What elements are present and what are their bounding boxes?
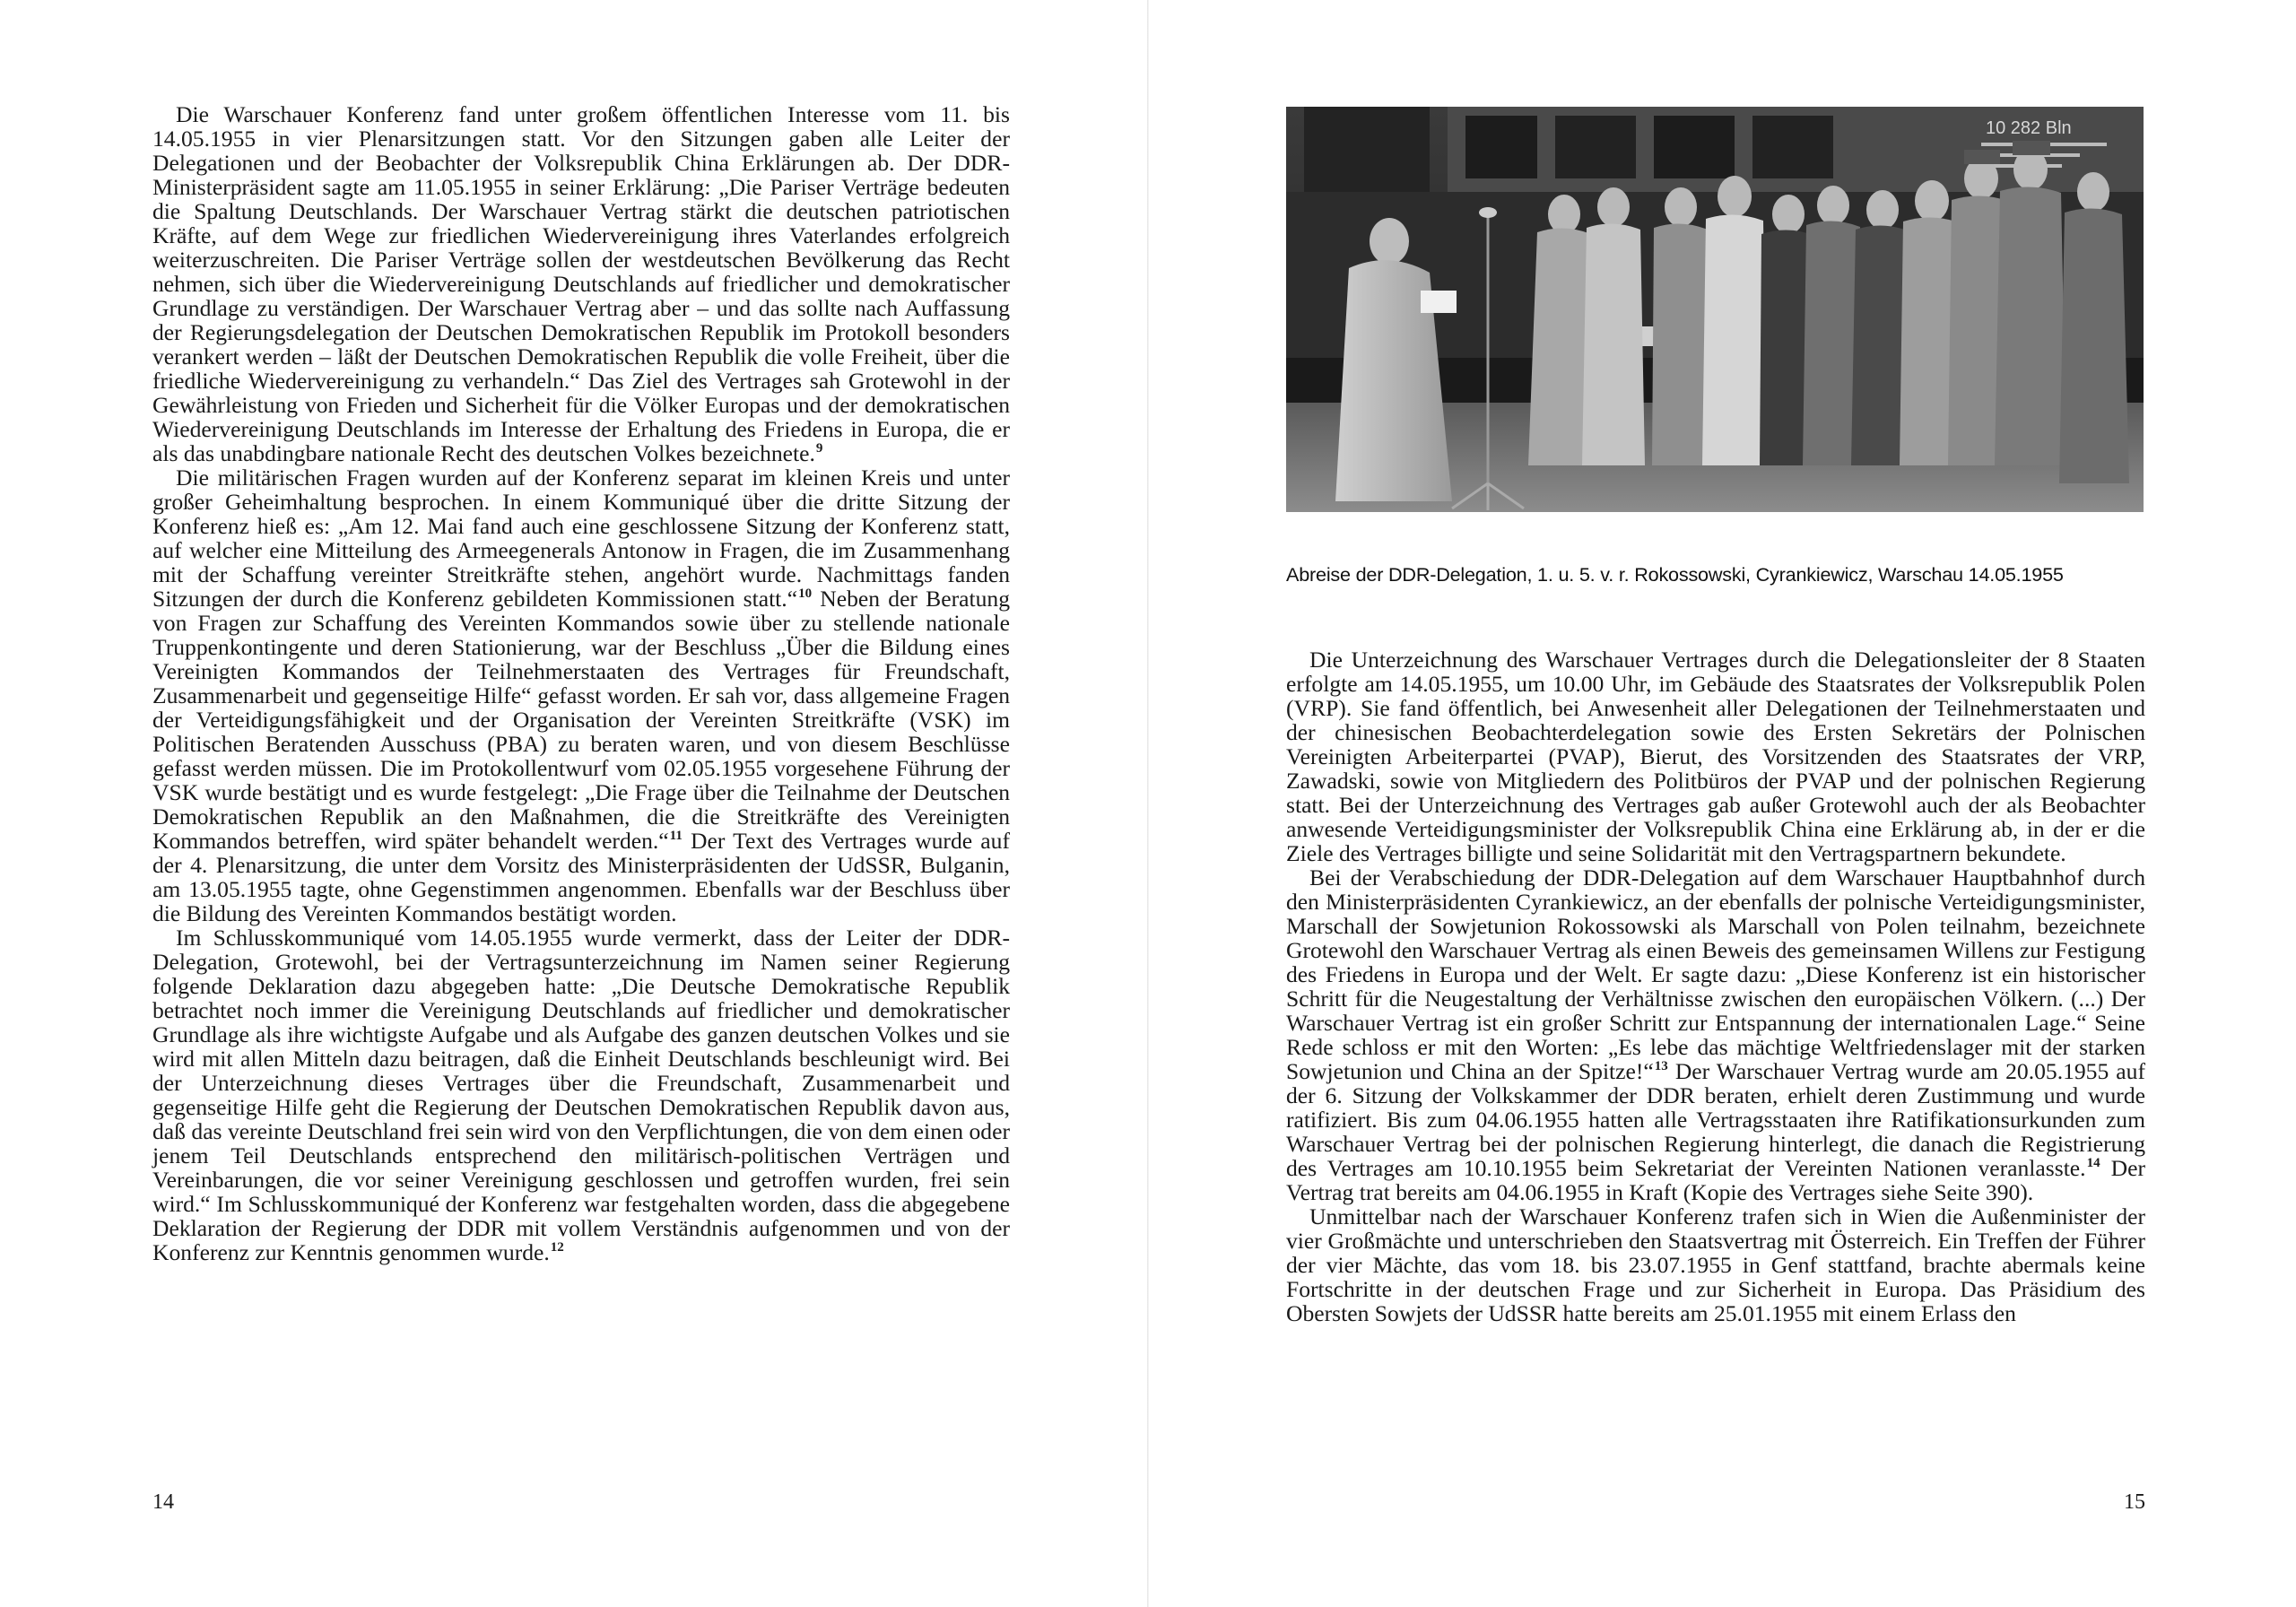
right-page bbox=[1148, 0, 2296, 1607]
paragraph-text: Der Vertrag trat bereits am 04.06.1955 in Kraft (Kopie des Vertrages siehe Seite 390). bbox=[1286, 1155, 2146, 1205]
footnote-marker[interactable]: 9 bbox=[815, 441, 823, 456]
footnote-marker[interactable]: 11 bbox=[669, 829, 683, 843]
body-paragraph bbox=[1286, 647, 2145, 865]
body-paragraph bbox=[152, 925, 1010, 1264]
paragraph-text: Der Text des Vertrages wurde auf der 4. Plenarsitzung, die unter dem Vorsitz des Ministerpräsidenten der UdSSR, Bulganin, am 13.05.1955 tagte, ohne Gegenstimmen angenommen. Ebenfalls war der Beschluss über die Bildung des Vereinten Kommandos bestätigt worden. bbox=[152, 828, 1010, 926]
photo-ddr-delegation-departure bbox=[1286, 107, 2144, 512]
body-paragraph bbox=[1286, 1204, 2145, 1325]
footnote-marker[interactable]: 10 bbox=[798, 586, 813, 601]
paragraph-text: Die Warschauer Konferenz fand unter großem öffentlichen Interesse vom 11. bis 14.05.1955 in vier Plenarsitzungen statt. Vor den Sitzungen gaben alle Leiter der Delegationen und der Beobachter der Volksrepublik China Erklärungen ab. Der DDR-Ministerpräsident sagte am 11.05.1955 in seiner Erklärung: „Die Pariser Verträge bedeuten die Spaltung Deutschlands. Der Warschauer Vertrag stärkt die deutschen patriotischen Kräfte, auf dem Wege zur friedlichen Wiedervereinigung ihres Vaterlandes erfolgreich weiterzuschreiten. Die Pariser Verträge sollen der westdeutschen Bevölkerung das Recht nehmen, sich über die Wiedervereinigung Deutschlands auf friedlicher und demokratischer Grundlage zu verständigen. Der Warschauer Vertrag aber – und das sollte nach Auffassung der Regierungsdelegation der Deutschen Demokratischen Republik im Protokoll besonders verankert werden – läßt der Deutschen Demokratischen Republik die volle Freiheit, über die friedliche Wiedervereinigung zu verhandeln.“ Das Ziel des Vertrages sah Grotewohl in der Gewährleistung von Frieden und Sicherheit für die Völker Europas und der demokratischen Wiedervereinigung Deutschlands im Interesse der Erhaltung des Friedens in Europa, die er als das unabdingbare nationale Recht des deutschen Volkes bezeichnete. bbox=[152, 101, 1010, 466]
paragraph-text: Der Warschauer Vertrag wurde am 20.05.1955 auf der 6. Sitzung der Volkskammer der DDR beraten, erhielt deren Zustimmung und wurde ratifiziert. Bis zum 04.06.1955 hatten alle Vertragsstaaten ihre Ratifikationsurkunden zum Warschauer Vertrag bei der polnischen Regierung hinterlegt, die danach die Registrierung des Vertrages am 10.10.1955 beim Sekretariat der Vereinten Nationen veranlasste. bbox=[1286, 1058, 2145, 1181]
footnote-marker[interactable]: 12 bbox=[550, 1240, 564, 1255]
page-number-left: 14 bbox=[152, 1490, 174, 1514]
right-page-text bbox=[1286, 647, 2145, 1325]
body-paragraph bbox=[1286, 865, 2145, 1204]
photo-caption: Abreise der DDR-Delegation, 1. u. 5. v. r. Rokossowski, Cyrankiewicz, Warschau 14.05.1955 bbox=[1286, 563, 2064, 586]
paragraph-text: Die Unterzeichnung des Warschauer Vertrages durch die Delegationsleiter der 8 Staaten erfolgte am 14.05.1955, um 10.00 Uhr, im Gebäude des Staatsrates der Volksrepublik Polen (VRP). Sie fand öffentlich, bei Anwesenheit aller Delegationen der Teilnehmerstaaten und der chinesischen Beobachterdelegation sowie des Ersten Sekretärs der Polnischen Vereinigten Arbeiterpartei (PVAP), Bierut, des Vorsitzenden des Staatsrates der VRP, Zawadski, sowie von Mitgliedern des Politbüros der PVAP und der polnischen Regierung statt. Bei der Unterzeichnung des Vertrages gab außer Grotewohl auch der als Beobachter anwesende Verteidigungsminister der Volksrepublik China eine Erklärung ab, in der er die Ziele des Vertrages billigte und seine Solidarität mit den Vertragspartnern bekundete. bbox=[1286, 647, 2145, 866]
paragraph-text: Die militärischen Fragen wurden auf der Konferenz separat im kleinen Kreis und unter großer Geheimhaltung besprochen. In einem Kommuniqué über die dritte Sitzung der Konferenz hieß es: „Am 12. Mai fand auch eine geschlossene Sitzung der Konferenz statt, auf welcher eine Mitteilung des Armeegenerals Antonow in Fragen, die im Zusammenhang mit der Schaffung vereinter Streitkräfte stehen, angehört wurde. Nachmittags fanden Sitzungen der durch die Konferenz gebildeten Kommissionen statt.“ bbox=[152, 465, 1010, 612]
paragraph-text: Bei der Verabschiedung der DDR-Delegation auf dem Warschauer Hauptbahnhof durch den Ministerpräsidenten Cyrankiewicz, an der ebenfalls der polnische Verteidigungsminister, Marschall der Sowjetunion Rokossowski als Marschall von Polen teilnahm, bezeichnete Grotewohl den Warschauer Vertrag als einen Beweis des gemeinsamen Willens zur Festigung des Friedens in Europa und der Welt. Er sagte dazu: „Diese Konferenz ist ein historischer Schritt für die Neugestaltung der Verhältnisse zwischen den europäischen Völkern. (...) Der Warschauer Vertrag ist ein großer Schritt zur Entspannung der internationalen Lage.“ Seine Rede schloss er mit den Worten: „Es lebe das mächtige Weltfriedenslager mit der starken Sowjetunion und China an der Spitze!“ bbox=[1286, 864, 2145, 1084]
page-number-right: 15 bbox=[2124, 1490, 2145, 1514]
body-paragraph bbox=[152, 465, 1010, 925]
paragraph-text: Im Schlusskommuniqué vom 14.05.1955 wurde vermerkt, dass der Leiter der DDR-Delegation, Grotewohl, bei der Vertragsunterzeichnung im Namen seiner Regierung folgende Deklaration dazu abgegeben hatte: „Die Deutsche Demokratische Republik betrachtet noch immer die Vereinigung Deutschlands auf friedlicher und demokratischer Grundlage als ihre wichtigste Aufgabe und als Aufgabe des ganzen deutschen Volkes und sie wird mit allen Mitteln dazu beitragen, daß die Einheit Deutschlands beschleunigt wird. Bei der Unterzeichnung dieses Vertrages über die Freundschaft, Zusammenarbeit und gegenseitige Hilfe geht die Regierung der Deutschen Demokratischen Republik davon aus, daß das vereinte Deutschland frei sein wird von den Verpflichtungen, die von dem einen oder jenem Teil Deutschlands entsprechend den militärisch-politischen Verträgen und Vereinbarungen, die vor seiner Vereinigung geschlossen und getroffen wurden, frei sein wird.“ Im Schlusskommuniqué der Konferenz war festgehalten worden, dass die abgegebene Deklaration der Regierung der DDR mit vollem Verständnis aufgenommen und von der Konferenz zur Kenntnis genommen wurde. bbox=[152, 925, 1010, 1265]
footnote-marker[interactable]: 13 bbox=[1654, 1059, 1668, 1073]
carriage-marking: 10 282 Bln bbox=[1986, 118, 2072, 138]
paragraph-text: Unmittelbar nach der Warschauer Konferenz trafen sich in Wien die Außenminister der vier Großmächte und unterschrieben den Staatsvertrag mit Österreich. Ein Treffen der Führer der vier Mächte, das vom 18. bis 23.07.1955 in Genf stattfand, brachte abermals keine Fortschritte in der deutschen Frage und zur Sicherheit in Europa. Das Präsidium des Obersten Sowjets der UdSSR hatte bereits am 25.01.1955 mit einem Erlass den bbox=[1286, 1203, 2145, 1326]
left-page-text bbox=[152, 102, 1010, 1264]
footnote-marker[interactable]: 14 bbox=[2086, 1156, 2100, 1170]
body-paragraph bbox=[152, 102, 1010, 465]
paragraph-text: Neben der Beratung von Fragen zur Schaffung des Vereinten Kommandos sowie über zu stellende nationale Truppenkontingente und deren Stationierung, war der Beschluss „Über die Bildung eines Vereinigten Kommandos der Teilnehmerstaaten des Vertrages für Freundschaft, Zusammenarbeit und gegenseitige Hilfe“ gefasst worden. Er sah vor, dass allgemeine Fragen der Verteidigungsfähigkeit und der Organisation der Vereinten Streitkräfte (VSK) im Politischen Beratenden Ausschuss (PBA) zu beraten waren, und von diesem Beschlüsse gefasst werden müssen. Die im Protokollentwurf vom 02.05.1955 vorgesehene Führung der VSK wurde bestätigt und es wurde festgelegt: „Die Frage über die Teilnahme der Deutschen Demokratischen Republik an den Maßnahmen, die die Streitkräfte des Vereinigten Kommandos betreffen, wird später behandelt werden.“ bbox=[152, 586, 1010, 854]
